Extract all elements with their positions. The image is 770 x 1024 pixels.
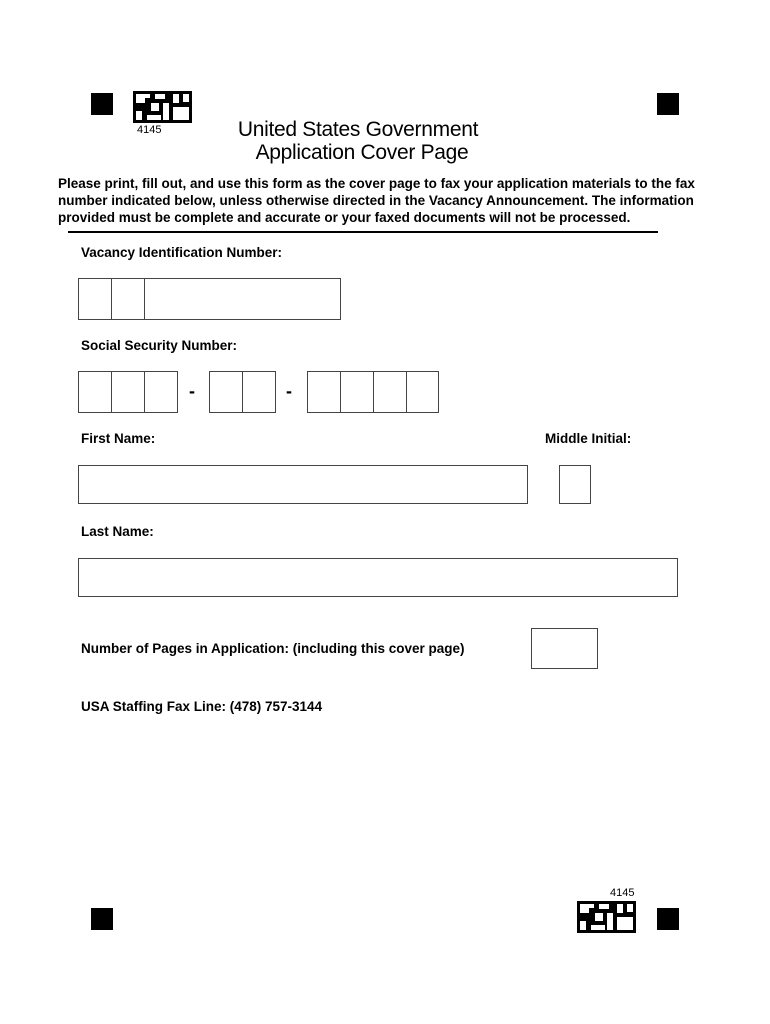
first-name-field[interactable] <box>78 465 528 504</box>
instructions-text: Please print, fill out, and use this form as the cover page to fax your application materials to the fax number indicated below, unless otherwise directed in the Vacancy Announcement. The information provided must be complete and accurate or your faxed documents will not be processed. <box>58 176 695 225</box>
ssn-separator-1: - <box>189 381 195 401</box>
last-name-label: Last Name: <box>81 524 154 539</box>
pages-count-field[interactable] <box>531 628 598 669</box>
vacancy-id-cell-2[interactable] <box>111 278 145 320</box>
title-line-1: United States Government <box>237 118 479 141</box>
ssn-cell-6[interactable] <box>307 371 341 413</box>
form-code-bottom: 4145 <box>610 887 635 899</box>
ssn-cell-2[interactable] <box>111 371 145 413</box>
last-name-field[interactable] <box>78 558 678 597</box>
title-line-2: Application Cover Page <box>255 141 469 164</box>
divider-line <box>68 231 658 233</box>
form-code-top: 4145 <box>137 124 162 136</box>
ssn-cell-4[interactable] <box>209 371 243 413</box>
middle-initial-label: Middle Initial: <box>545 431 632 446</box>
pages-count-label: Number of Pages in Application: (including this cover page) <box>81 641 465 656</box>
vacancy-id-cell-1[interactable] <box>78 278 112 320</box>
form-barcode-top <box>133 91 192 123</box>
ssn-separator-2: - <box>286 381 292 401</box>
middle-initial-field[interactable] <box>559 465 591 504</box>
ssn-cell-9[interactable] <box>406 371 439 413</box>
form-barcode-bottom <box>577 901 636 933</box>
first-name-label: First Name: <box>81 431 156 446</box>
ssn-cell-8[interactable] <box>373 371 407 413</box>
vacancy-id-label: Vacancy Identification Number: <box>81 245 283 260</box>
registration-mark-bottom-right <box>657 908 679 930</box>
ssn-cell-1[interactable] <box>78 371 112 413</box>
ssn-label: Social Security Number: <box>81 338 238 353</box>
ssn-cell-5[interactable] <box>242 371 276 413</box>
registration-mark-top-right <box>657 93 679 115</box>
registration-mark-bottom-left <box>91 908 113 930</box>
fax-line-text: USA Staffing Fax Line: (478) 757-3144 <box>81 699 323 714</box>
ssn-cell-7[interactable] <box>340 371 374 413</box>
registration-mark-top-left <box>91 93 113 115</box>
ssn-cell-3[interactable] <box>144 371 178 413</box>
